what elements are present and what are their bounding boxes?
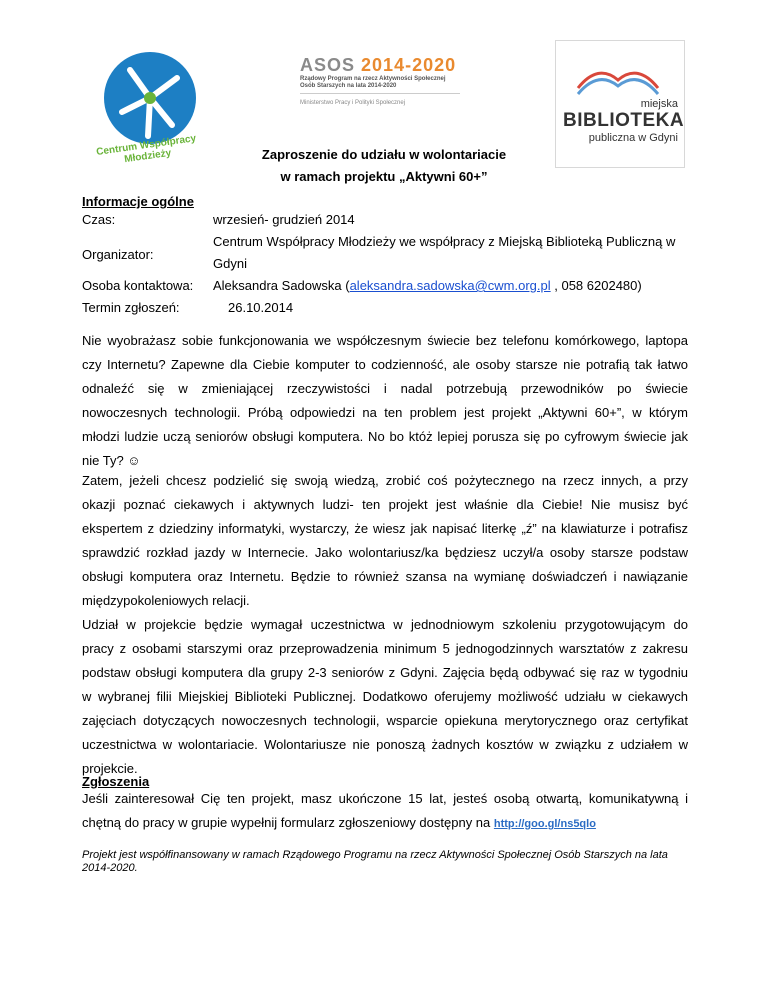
paragraph-2 — [82, 469, 688, 613]
time-value: wrzesień- grudzień 2014 — [213, 212, 355, 227]
paragraph-line: Nie wyobrażasz sobie funkcjonowania we współczesnym świecie bez telefonu komórkowego, laptopa — [82, 333, 688, 348]
asos-subtitle-1: Rządowy Program na rzecz Aktywności Społecznej — [300, 76, 446, 82]
info-heading: Informacje ogólne — [82, 194, 194, 209]
asos-divider — [300, 93, 460, 94]
asos-logo — [300, 55, 465, 115]
paragraph-line: Zatem, jeżeli chcesz podzielić się swoją wiedzą, zrobić coś pożytecznego na rzecz innych, a przy — [82, 473, 688, 488]
funding-note: Projekt jest współfinansowany w ramach Rządowego Programu na rzecz Aktywności Społecznej Osób Starszych na lata 2014-2020. — [82, 849, 668, 874]
paragraph-line: międzypokoleniowych relacji. — [82, 593, 250, 608]
paragraph-3 — [82, 613, 688, 781]
registration-line1: Jeśli zainteresował Cię ten projekt, masz ukończone 15 lat, jesteś osobą otwartą, komunikatywną i — [82, 791, 688, 806]
paragraph-line: nie Ty? ☺ — [82, 453, 141, 468]
page-title-line2: w ramach projektu „Aktywni 60+” — [280, 169, 488, 184]
organizer-line1: Centrum Współpracy Młodzieży we współpracy z Miejską Biblioteką Publiczną w — [213, 234, 676, 249]
paragraph-line: odnaleźć się w zmieniającej rzeczywistości i nadal potrzebują przewodników po świecie — [82, 381, 688, 396]
asos-ministry: Ministerstwo Pracy i Polityki Społecznej — [300, 100, 406, 106]
paragraph-line: uczestnictwa w wolontariacie. Wolontariusze nie ponoszą żadnych kosztów w związku z udziałem w — [82, 737, 688, 752]
time-label: Czas: — [82, 212, 116, 227]
asos-title-years: 2014-2020 — [361, 55, 457, 75]
library-logo-line1: miejska — [640, 98, 678, 110]
paragraph-line: zajęciach dotyczących nowoczesnych technologii, wsparcie opiekuna merytorycznego oraz certyfikat — [82, 713, 688, 728]
page-title-line1: Zaproszenie do udziału w wolontariacie — [261, 147, 507, 162]
paragraph-line: nowoczesnych technologii. Próbą odpowiedzi na ten problem jest projekt „Aktywni 60+”, w którym — [82, 405, 688, 420]
contact-phone: , 058 6202480) — [550, 278, 642, 293]
paragraph-1 — [82, 329, 688, 473]
paragraph-line: pracy z osobami starszymi oraz przeprowadzenia minimum 5 jednogodzinnych warsztatów z zakresu — [82, 641, 688, 656]
paragraph-line: projekcie. — [82, 761, 138, 776]
paragraph-line: ekspertem z dziedziny informatyki, wystarczy, że wiesz jak napisać literkę „ź” na klawiaturze i potrafisz — [82, 521, 688, 536]
paragraph-line: w wybranej filii Miejskiej Biblioteki Publicznej. Dodatkowo oferujemy możliwość udziału w ciekawych — [82, 689, 688, 704]
asos-title-main: ASOS — [300, 55, 356, 75]
contact-label: Osoba kontaktowa: — [82, 278, 194, 293]
paragraph-line: Udział w projekcie będzie wymagał uczestnictwa w jednodniowym szkoleniu przygotowującym do — [82, 617, 688, 632]
paragraph-line: czy Internetu? Zapewne dla Ciebie komputer to codzienność, ale osoby starsze nie potrafią tak łatwo — [82, 357, 688, 372]
paragraph-line: podstaw obsługi komputera dla grupy 2-3 seniorów z Gdyni. Zajęcia będą odbywać się raz w tygodniu — [82, 665, 688, 680]
cwm-logo-text: Centrum Współpracy Młodzieży — [95, 133, 197, 166]
registration-text — [82, 787, 688, 836]
contact-name: Aleksandra Sadowska ( — [213, 278, 350, 293]
asos-subtitle-2: Osób Starszych na lata 2014-2020 — [300, 83, 397, 89]
organizer-label: Organizator: — [82, 247, 154, 262]
registration-form-link[interactable]: http://goo.gl/ns5qlo — [493, 818, 596, 830]
paragraph-line: okazji poznać ciekawych i aktywnych ludzi- ten projekt jest właśnie dla Ciebie! Nie musisz być — [82, 497, 688, 512]
deadline-label: Termin zgłoszeń: — [82, 300, 180, 315]
contact-value — [213, 278, 642, 293]
library-logo-line2: BIBLIOTEKA — [563, 110, 685, 131]
library-logo-line3: publiczna w Gdyni — [588, 132, 678, 144]
contact-email-link[interactable]: aleksandra.sadowska@cwm.org.pl — [349, 278, 551, 293]
book-icon — [573, 58, 663, 98]
registration-heading: Zgłoszenia — [82, 774, 150, 789]
organizer-line2: Gdyni — [213, 256, 247, 271]
deadline-value: 26.10.2014 — [228, 300, 294, 315]
paragraph-line: sprawdzić rozkład jazdy w Internecie. Jako wolontariusz/ka będziesz uczył/a osoby starsze podstaw — [82, 545, 688, 560]
paragraph-line: młodzi ludzie uczą seniorów obsługi komputera. No bo któż lepiej porusza się po cyfrowym świecie jak — [82, 429, 688, 444]
paragraph-line: obsługi komputera oraz Internetu. Będzie to również szansa na wymianę doświadczeń i nawiązanie — [82, 569, 688, 584]
registration-line2: chętną do pracy w grupie wypełnij formularz zgłoszeniowy dostępny na — [82, 815, 494, 830]
